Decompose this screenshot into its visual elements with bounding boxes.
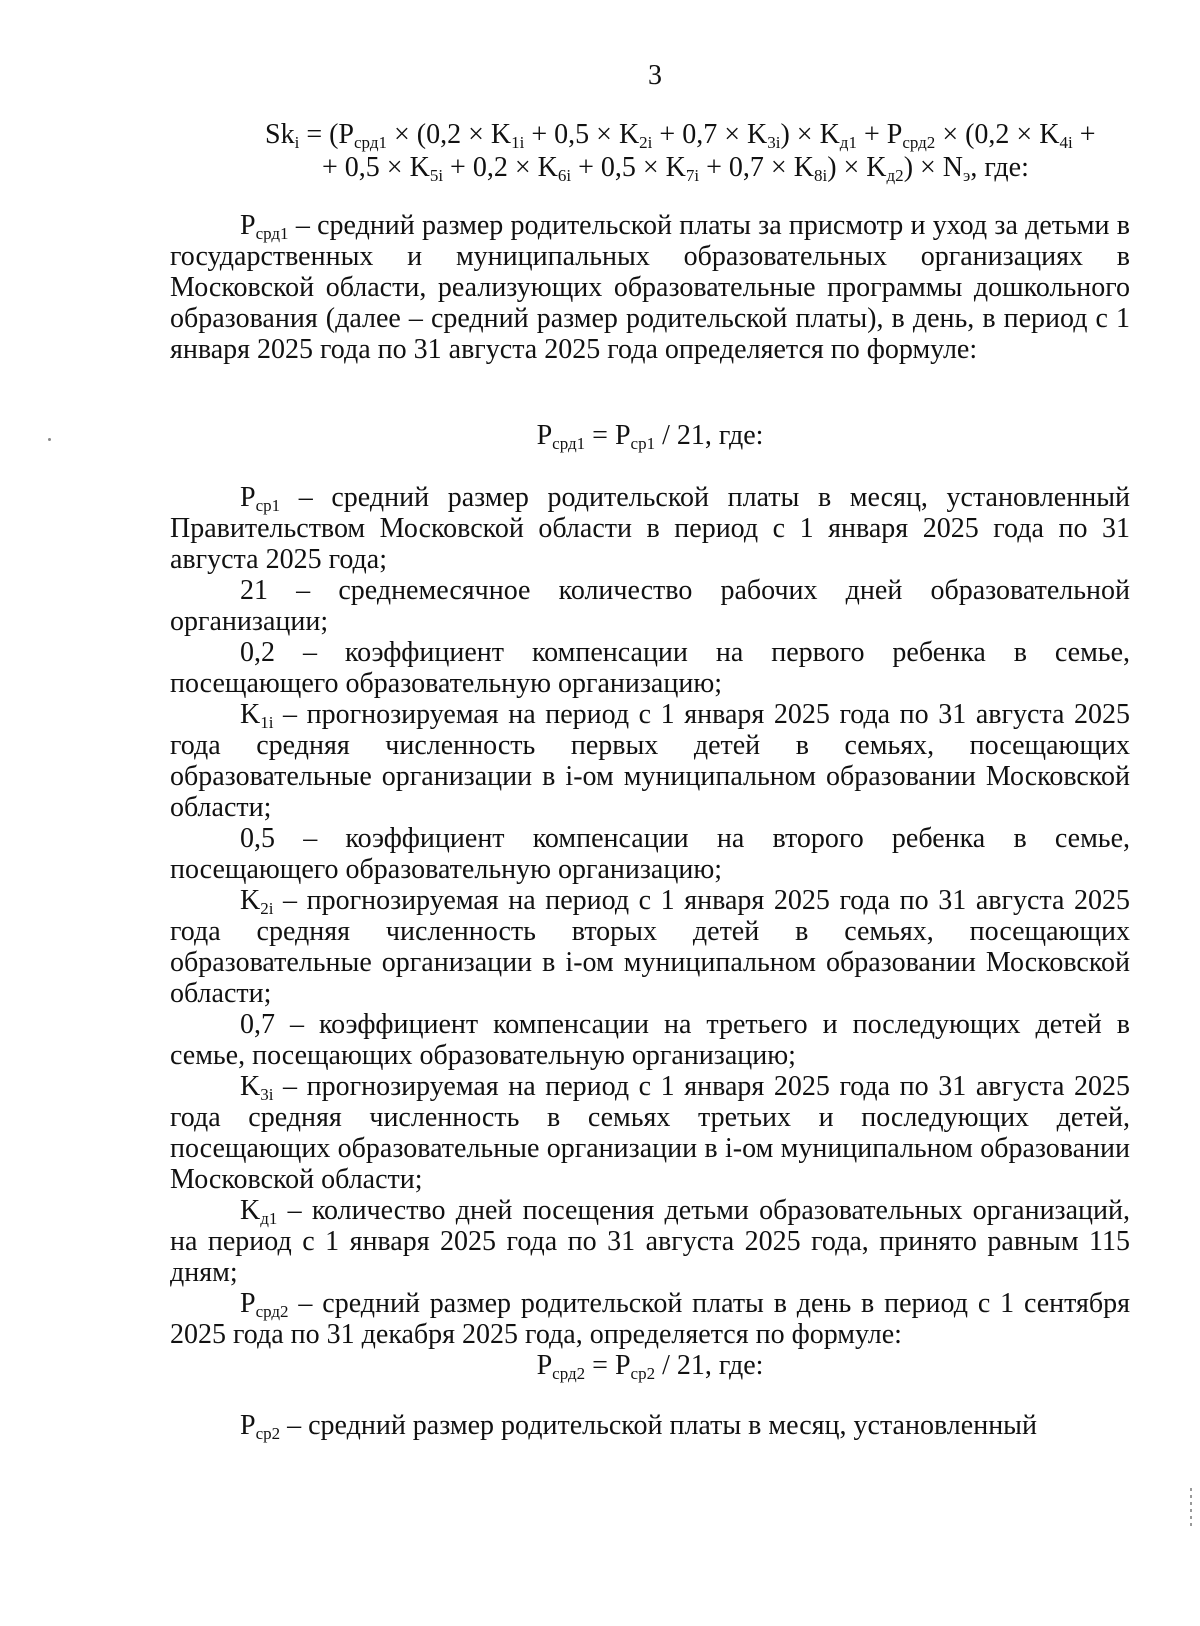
definition-symbol bbox=[240, 1071, 273, 1102]
formula-part: + 0,7 × K bbox=[652, 119, 768, 150]
definitions-list bbox=[170, 482, 1130, 1350]
main-formula bbox=[170, 118, 1130, 184]
paragraph-prsd1 bbox=[170, 210, 1130, 365]
formula-subscript: ср2 bbox=[630, 1364, 656, 1383]
formula-subscript: 8i bbox=[813, 166, 828, 185]
formula-part: + 0,5 × K bbox=[524, 119, 640, 150]
main-formula-line-2 bbox=[170, 151, 1130, 184]
definition-symbol bbox=[240, 823, 275, 854]
formula-part: + 0,7 × K bbox=[699, 152, 814, 183]
definition-item bbox=[170, 699, 1130, 823]
symbol-subscript: срд1 bbox=[255, 224, 289, 243]
definition-symbol bbox=[240, 1410, 280, 1441]
formula-subscript: 6i bbox=[557, 166, 572, 185]
formula-part: / 21, где: bbox=[655, 1350, 764, 1381]
symbol-base: K bbox=[240, 699, 261, 730]
scan-dot-mark bbox=[48, 438, 51, 441]
formula-subscript: э bbox=[963, 166, 971, 185]
symbol-subscript: д1 bbox=[260, 1209, 278, 1228]
definition-item bbox=[170, 575, 1130, 637]
definition-symbol bbox=[240, 637, 275, 668]
symbol-base: P bbox=[240, 210, 256, 241]
definition-text: – прогнозируемая на период с 1 января 2025 года по 31 августа 2025 года средняя численность вторых детей в семьях, посещающих образовательные организации в i-ом муниципальном образовании Московской области; bbox=[170, 885, 1130, 1009]
formula-part: = P bbox=[585, 420, 631, 451]
definition-text: – средний размер родительской платы в месяц, установленный Правительством Московской области в период с 1 января 2025 года по 31 августа 2025 года; bbox=[170, 482, 1130, 575]
symbol-base: P bbox=[240, 1410, 256, 1441]
formula-subscript: срд1 bbox=[354, 133, 387, 152]
definition-item bbox=[170, 637, 1130, 699]
formula-subscript: д1 bbox=[839, 133, 857, 152]
definition-symbol bbox=[240, 482, 280, 513]
formula-subscript: i bbox=[294, 133, 300, 152]
formula-part: × (0,2 × K bbox=[935, 119, 1060, 150]
formula-part: × (0,2 × K bbox=[386, 119, 512, 150]
page-number: 3 bbox=[648, 60, 662, 91]
formula-part: = (P bbox=[299, 119, 354, 150]
formula-part: ) × K bbox=[827, 152, 887, 183]
definition-symbol bbox=[240, 210, 289, 241]
definition-symbol bbox=[240, 1195, 277, 1226]
main-formula-line-1 bbox=[170, 118, 1130, 151]
formula-part: P bbox=[536, 420, 553, 451]
formula-subscript: срд1 bbox=[552, 434, 586, 453]
formula-prsd2 bbox=[170, 1350, 1130, 1382]
formula-subscript: д2 bbox=[886, 166, 904, 185]
scan-edge-marks bbox=[1190, 1488, 1192, 1528]
formula-part: + 0,2 × K bbox=[443, 152, 558, 183]
definition-item bbox=[170, 1195, 1130, 1288]
symbol-subscript: 2i bbox=[260, 899, 274, 918]
symbol-base: K bbox=[240, 1195, 261, 1226]
symbol-subscript: ср2 bbox=[255, 1424, 281, 1443]
formula-part: + P bbox=[856, 119, 903, 150]
definition-symbol bbox=[240, 1288, 289, 1319]
symbol-base: 21 bbox=[240, 575, 268, 606]
definition-text: – коэффициент компенсации на первого ребенка в семье, посещающего образовательную организацию; bbox=[170, 637, 1130, 699]
definition-text: – количество дней посещения детьми образовательных организаций, на период с 1 января 2025 года по 31 августа 2025 года, принято равным 115 дням; bbox=[170, 1195, 1130, 1288]
formula-part: ) × N bbox=[903, 152, 964, 183]
formula-part: ) × K bbox=[780, 119, 840, 150]
definition-paragraph bbox=[170, 1410, 1130, 1441]
formula-subscript: 4i bbox=[1059, 133, 1073, 152]
formula-part: Sk bbox=[265, 119, 295, 150]
symbol-base: K bbox=[240, 1071, 261, 1102]
definition-item bbox=[170, 1009, 1130, 1071]
formula-part: + 0,5 × K bbox=[571, 152, 686, 183]
formula-part: , где: bbox=[970, 152, 1029, 183]
symbol-subscript: 3i bbox=[260, 1085, 274, 1104]
symbol-base: P bbox=[240, 482, 256, 513]
symbol-subscript: ср1 bbox=[255, 496, 281, 515]
definition-text: – средний размер родительской платы в день в период с 1 сентября 2025 года по 31 декабря 2025 года, определяется по формуле: bbox=[170, 1288, 1130, 1350]
formula-part: = P bbox=[585, 1350, 631, 1381]
symbol-base: P bbox=[240, 1288, 256, 1319]
symbol-base: 0,2 bbox=[240, 637, 275, 668]
formula-subscript: 7i bbox=[685, 166, 700, 185]
formula-part: P bbox=[536, 1350, 553, 1381]
definition-item bbox=[170, 823, 1130, 885]
definition-item bbox=[170, 885, 1130, 1009]
definition-item bbox=[170, 482, 1130, 575]
formula-subscript: 2i bbox=[639, 133, 653, 152]
formula-subscript: 5i bbox=[429, 166, 444, 185]
definition-text: – прогнозируемая на период с 1 января 2025 года по 31 августа 2025 года средняя численность в семьях третьих и последующих детей, посещающих образовательные организации в i-ом муниципальном образовании Московской области; bbox=[170, 1071, 1130, 1195]
definition-paragraph bbox=[170, 210, 1130, 365]
definition-symbol bbox=[240, 575, 268, 606]
definition-item bbox=[170, 1288, 1130, 1350]
symbol-subscript: 1i bbox=[260, 713, 274, 732]
formula-part: / 21, где: bbox=[655, 420, 764, 451]
formula-subscript: срд2 bbox=[902, 133, 936, 152]
definition-symbol bbox=[240, 699, 273, 730]
definition-text: – средний размер родительской платы за присмотр и уход за детьми в государственных и муниципальных образовательных организациях в Московской области, реализующих образовательные программы дошкольного образования (далее – средний размер родительской платы), в день, в период с 1 января 2025 года по 31 августа 2025 года определяется по формуле: bbox=[170, 210, 1130, 365]
symbol-base: K bbox=[240, 885, 261, 916]
definition-text: – средний размер родительской платы в месяц, установленный bbox=[280, 1410, 1037, 1441]
formula-subscript: 1i bbox=[511, 133, 525, 152]
formula-subscript: ср1 bbox=[630, 434, 656, 453]
formula-subscript: 3i bbox=[767, 133, 781, 152]
symbol-base: 0,5 bbox=[240, 823, 275, 854]
definition-text: – коэффициент компенсации на второго ребенка в семье, посещающего образовательную организацию; bbox=[170, 823, 1130, 885]
formula-prsd1 bbox=[170, 420, 1130, 452]
symbol-base: 0,7 bbox=[240, 1009, 275, 1040]
definition-item bbox=[170, 1071, 1130, 1195]
definition-text: – коэффициент компенсации на третьего и последующих детей в семье, посещающих образовательную организацию; bbox=[170, 1009, 1130, 1071]
formula-part: + 0,5 × K bbox=[322, 152, 430, 183]
definition-symbol bbox=[240, 1009, 275, 1040]
definition-text: – среднемесячное количество рабочих дней образовательной организации; bbox=[170, 575, 1130, 637]
symbol-subscript: срд2 bbox=[255, 1302, 289, 1321]
definition-symbol bbox=[240, 885, 273, 916]
paragraph-prs2 bbox=[170, 1410, 1130, 1441]
formula-subscript: срд2 bbox=[552, 1364, 586, 1383]
definition-text: – прогнозируемая на период с 1 января 2025 года по 31 августа 2025 года средняя численность первых детей в семьях, посещающих образовательные организации в i-ом муниципальном образовании Московской области; bbox=[170, 699, 1130, 823]
formula-part: + bbox=[1072, 119, 1096, 150]
